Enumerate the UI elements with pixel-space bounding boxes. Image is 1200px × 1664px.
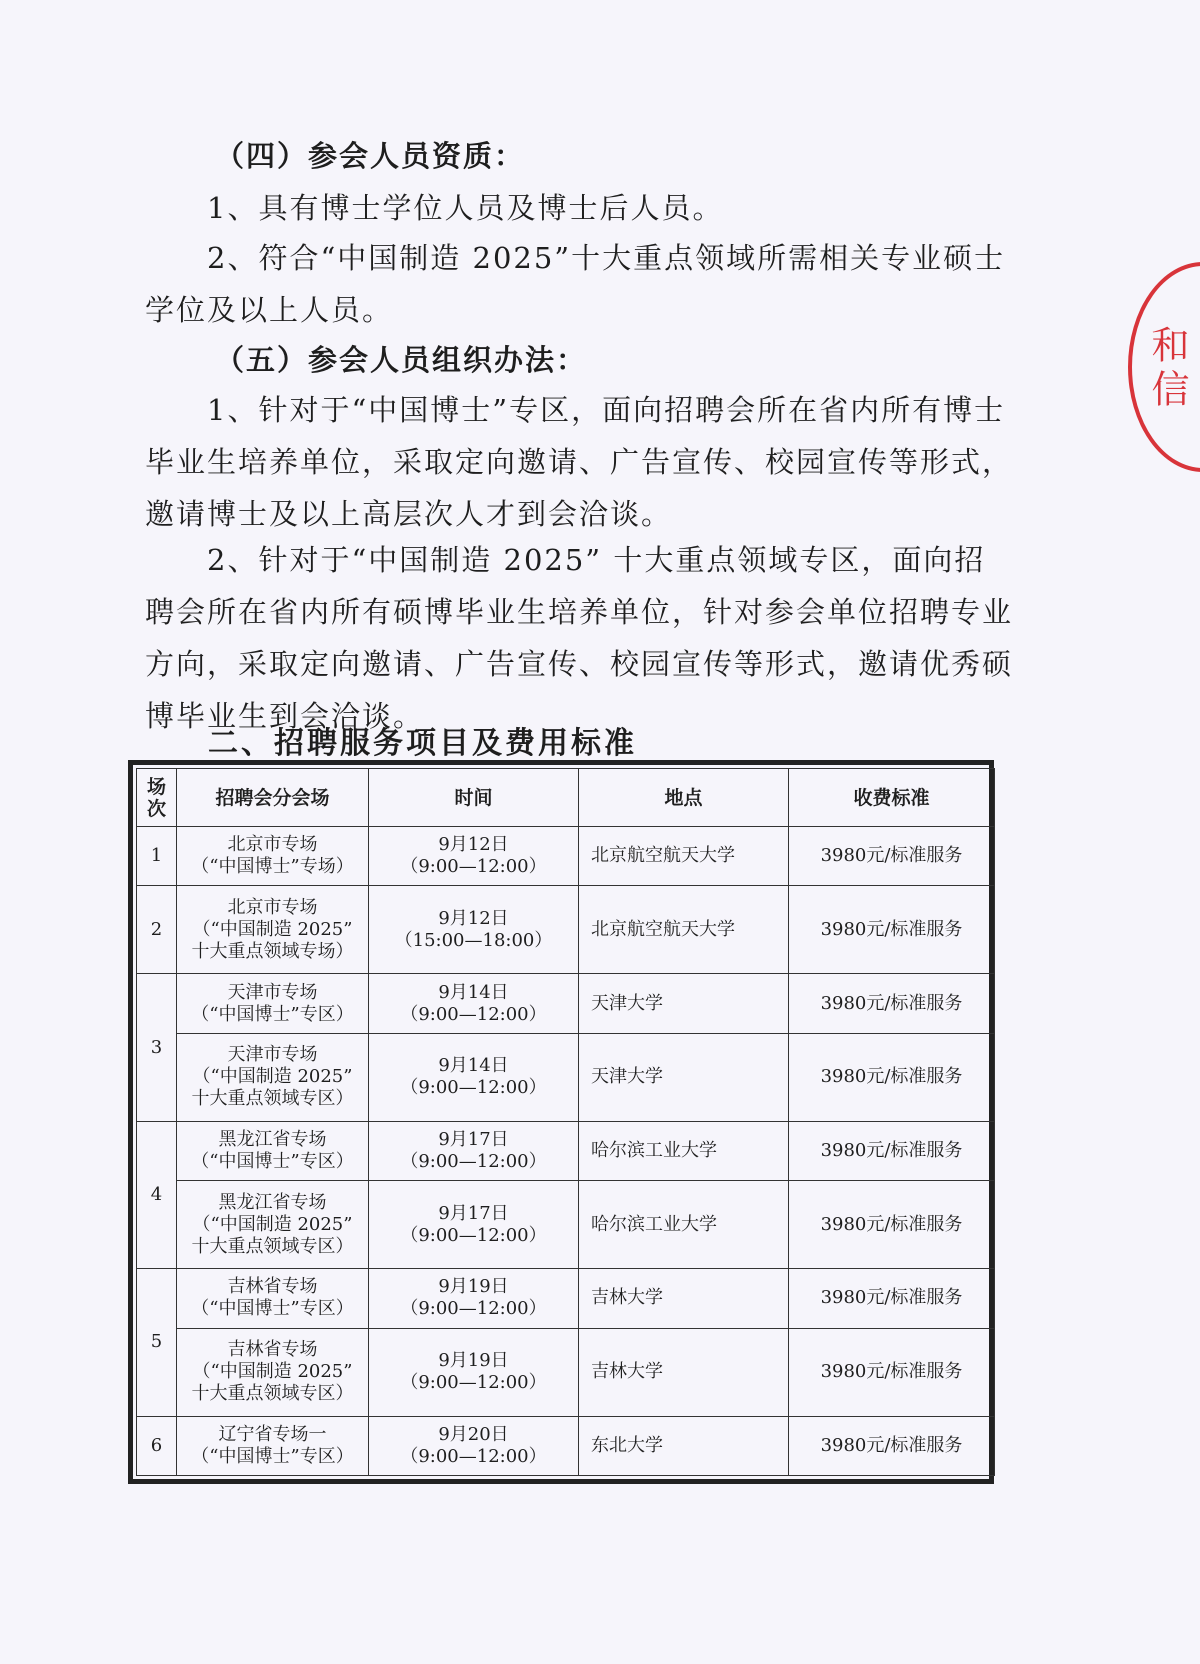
table-row xyxy=(137,827,995,886)
venue-cell: 北京市专场 （“中国博士”专场） xyxy=(177,827,369,886)
paragraph-organization-1: 1、针对于“中国博士”专区，面向招聘会所在省内所有博士毕业生培养单位，采取定向邀请、广告宣传、校园宣传等形式，邀请博士及以上高层次人才到会洽谈。 xyxy=(145,393,1014,531)
fee-cell: 3980元/标准服务 xyxy=(789,1416,995,1475)
table-row xyxy=(137,1181,995,1269)
paragraph-qualification-2: 2、符合“中国制造 2025”十大重点领域所需相关专业硕士学位及以上人员。 xyxy=(145,241,1006,327)
time-cell: 9月12日 （15:00—18:00） xyxy=(369,886,579,974)
fee-cell: 3980元/标准服务 xyxy=(789,1328,995,1416)
header-session-no: 场次 xyxy=(137,769,177,827)
table-row xyxy=(137,974,995,1033)
place-cell: 天津大学 xyxy=(579,1033,789,1121)
fee-table-frame xyxy=(128,760,994,1484)
header-fee: 收费标准 xyxy=(789,769,995,827)
table-row xyxy=(137,1416,995,1475)
venue-cell: 天津市专场 （“中国制造 2025” 十大重点领域专区） xyxy=(177,1033,369,1121)
fee-cell: 3980元/标准服务 xyxy=(789,1121,995,1180)
place-cell: 哈尔滨工业大学 xyxy=(579,1181,789,1269)
session-no: 4 xyxy=(137,1121,177,1268)
place-cell: 东北大学 xyxy=(579,1416,789,1475)
fee-cell: 3980元/标准服务 xyxy=(789,974,995,1033)
paragraph-organization-2: 2、针对于“中国制造 2025” 十大重点领域专区，面向招聘会所在省内所有硕博毕业生培养单位，针对参会单位招聘专业方向，采取定向邀请、广告宣传、校园宣传等形式，邀请优秀硕博毕业生到会洽谈。 xyxy=(145,543,1014,733)
place-cell: 天津大学 xyxy=(579,974,789,1033)
session-no: 2 xyxy=(137,886,177,974)
fee-cell: 3980元/标准服务 xyxy=(789,1181,995,1269)
fee-cell: 3980元/标准服务 xyxy=(789,886,995,974)
section-title-fees: 二、招聘服务项目及费用标准 xyxy=(208,726,637,761)
table-row xyxy=(137,886,995,974)
header-time: 时间 xyxy=(369,769,579,827)
place-cell: 吉林大学 xyxy=(579,1328,789,1416)
venue-cell: 天津市专场 （“中国博士”专区） xyxy=(177,974,369,1033)
header-place: 地点 xyxy=(579,769,789,827)
venue-cell: 吉林省专场 （“中国博士”专区） xyxy=(177,1269,369,1328)
session-no: 3 xyxy=(137,974,177,1121)
table-row xyxy=(137,1269,995,1328)
paragraph-qualification-1: 1、具有博士学位人员及博士后人员。 xyxy=(207,191,724,225)
time-cell: 9月17日 （9:00—12:00） xyxy=(369,1181,579,1269)
fee-cell: 3980元/标准服务 xyxy=(789,1269,995,1328)
venue-cell: 黑龙江省专场 （“中国博士”专区） xyxy=(177,1121,369,1180)
session-no: 5 xyxy=(137,1269,177,1416)
heading-qualifications: （四）参会人员资质： xyxy=(215,139,526,173)
time-cell: 9月19日 （9:00—12:00） xyxy=(369,1328,579,1416)
table-row xyxy=(137,1033,995,1121)
fee-table xyxy=(136,768,995,1476)
time-cell: 9月19日 （9:00—12:00） xyxy=(369,1269,579,1328)
session-no: 1 xyxy=(137,827,177,886)
place-cell: 哈尔滨工业大学 xyxy=(579,1121,789,1180)
header-venue: 招聘会分会场 xyxy=(177,769,369,827)
time-cell: 9月17日 （9:00—12:00） xyxy=(369,1121,579,1180)
time-cell: 9月14日 （9:00—12:00） xyxy=(369,974,579,1033)
venue-cell: 吉林省专场 （“中国制造 2025” 十大重点领域专区） xyxy=(177,1328,369,1416)
place-cell: 北京航空航天大学 xyxy=(579,827,789,886)
place-cell: 北京航空航天大学 xyxy=(579,886,789,974)
place-cell: 吉林大学 xyxy=(579,1269,789,1328)
venue-cell: 黑龙江省专场 （“中国制造 2025” 十大重点领域专区） xyxy=(177,1181,369,1269)
fee-cell: 3980元/标准服务 xyxy=(789,1033,995,1121)
table-row xyxy=(137,1121,995,1180)
table-row xyxy=(137,1328,995,1416)
session-no: 6 xyxy=(137,1416,177,1475)
seal-text: 和信 xyxy=(1145,325,1189,413)
heading-organization: （五）参会人员组织办法： xyxy=(215,343,588,377)
venue-cell: 辽宁省专场一 （“中国博士”专区） xyxy=(177,1416,369,1475)
time-cell: 9月14日 （9:00—12:00） xyxy=(369,1033,579,1121)
time-cell: 9月12日 （9:00—12:00） xyxy=(369,827,579,886)
time-cell: 9月20日 （9:00—12:00） xyxy=(369,1416,579,1475)
venue-cell: 北京市专场 （“中国制造 2025” 十大重点领域专场） xyxy=(177,886,369,974)
fee-cell: 3980元/标准服务 xyxy=(789,827,995,886)
